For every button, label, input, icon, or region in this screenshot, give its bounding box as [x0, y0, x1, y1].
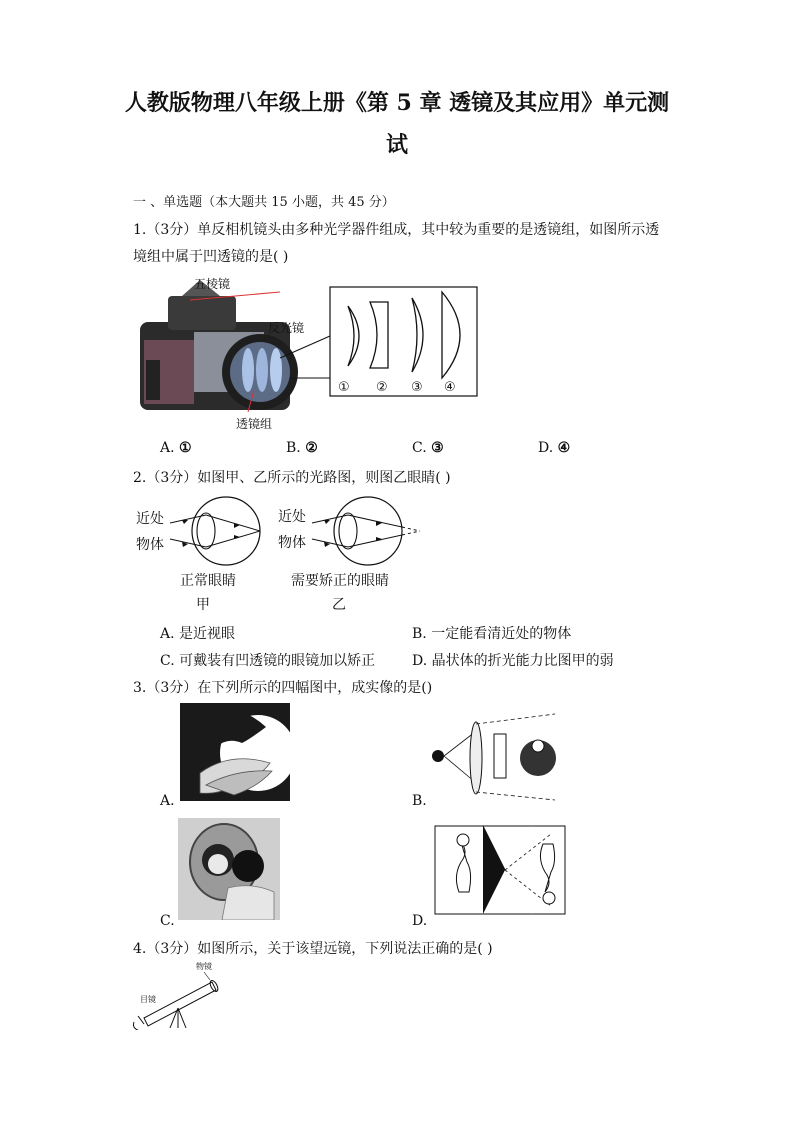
eye-b-object-label: 近处: [278, 509, 306, 525]
brand-logo-text: Nikon: [238, 303, 264, 313]
q2-option-d[interactable]: D. 晶状体的折光能力比图甲的弱: [412, 653, 614, 669]
page-title-continued: 试: [385, 132, 408, 158]
lens-4-number: ④: [444, 380, 456, 395]
camera-lens-figure: [130, 270, 490, 435]
eye-b-caption: 需要矫正的眼睛: [291, 573, 389, 589]
eye-b-object-label-2: 物体: [278, 535, 306, 551]
question-4-text: 4.（3分）如图所示，关于该望远镜，下列说法正确的是( ): [133, 941, 493, 957]
q2-option-b[interactable]: B. 一定能看清近处的物体: [412, 626, 572, 642]
telescope-figure: [130, 958, 230, 1030]
lens-1-number: ①: [338, 380, 350, 395]
question-1-text: 1.（3分）单反相机镜头由多种光学器件组成，其中较为重要的是透镜组，如图所示透: [133, 222, 660, 238]
lens-projection-image: [430, 712, 560, 804]
lens-2-number: ②: [376, 380, 388, 395]
question-1-text-cont: 境组中属于凹透镜的是( ): [133, 249, 289, 265]
objective-lens-label: 物镜: [196, 962, 212, 971]
lens-3-number: ③: [411, 380, 423, 395]
defective-eye-diagram: [278, 497, 420, 613]
q3-option-a-label[interactable]: A.: [160, 793, 175, 809]
page-title: 人教版物理八年级上册《第 5 章 透镜及其应用》单元测: [124, 90, 670, 116]
q1-option-d[interactable]: D. ④: [538, 440, 571, 456]
camera-illustration: [140, 280, 298, 410]
pinhole-camera-image: [433, 822, 569, 920]
q1-option-b[interactable]: B. ②: [286, 440, 318, 456]
eye-a-caption-2: 甲: [196, 597, 210, 613]
eyepiece-label: 目镜: [140, 995, 156, 1004]
section-header: 一 、单选题（本大题共 15 小题，共 45 分）: [133, 195, 395, 210]
eye-diagram-figure: [130, 493, 430, 618]
lens-group-label: 透镜组: [236, 417, 273, 431]
normal-eye-diagram: [136, 497, 260, 613]
mirror-reflection-image: [178, 818, 280, 920]
question-3-text: 3.（3分）在下列所示的四幅图中，成实像的是(): [133, 680, 433, 696]
hand-shadow-image: [180, 703, 290, 801]
q3-option-d-label[interactable]: D.: [412, 913, 428, 929]
eye-b-caption-2: 乙: [332, 597, 346, 613]
question-2-text: 2.（3分）如图甲、乙所示的光路图，则图乙眼睛( ): [133, 470, 451, 486]
q2-option-c[interactable]: C. 可戴装有凹透镜的眼镜加以矫正: [160, 653, 376, 669]
eye-a-object-label-2: 物体: [136, 537, 164, 553]
q1-option-c[interactable]: C. ③: [412, 440, 444, 456]
q2-option-a[interactable]: A. 是近视眼: [160, 626, 236, 642]
q3-option-b-label[interactable]: B.: [412, 793, 427, 809]
q1-option-a[interactable]: A. ①: [160, 440, 192, 456]
pentaprism-label: 五棱镜: [194, 277, 231, 291]
q3-option-c-label[interactable]: C.: [160, 913, 175, 929]
eye-a-caption: 正常眼睛: [180, 573, 236, 589]
eye-a-object-label: 近处: [136, 511, 164, 527]
reflector-label: 反光镜: [268, 321, 305, 335]
